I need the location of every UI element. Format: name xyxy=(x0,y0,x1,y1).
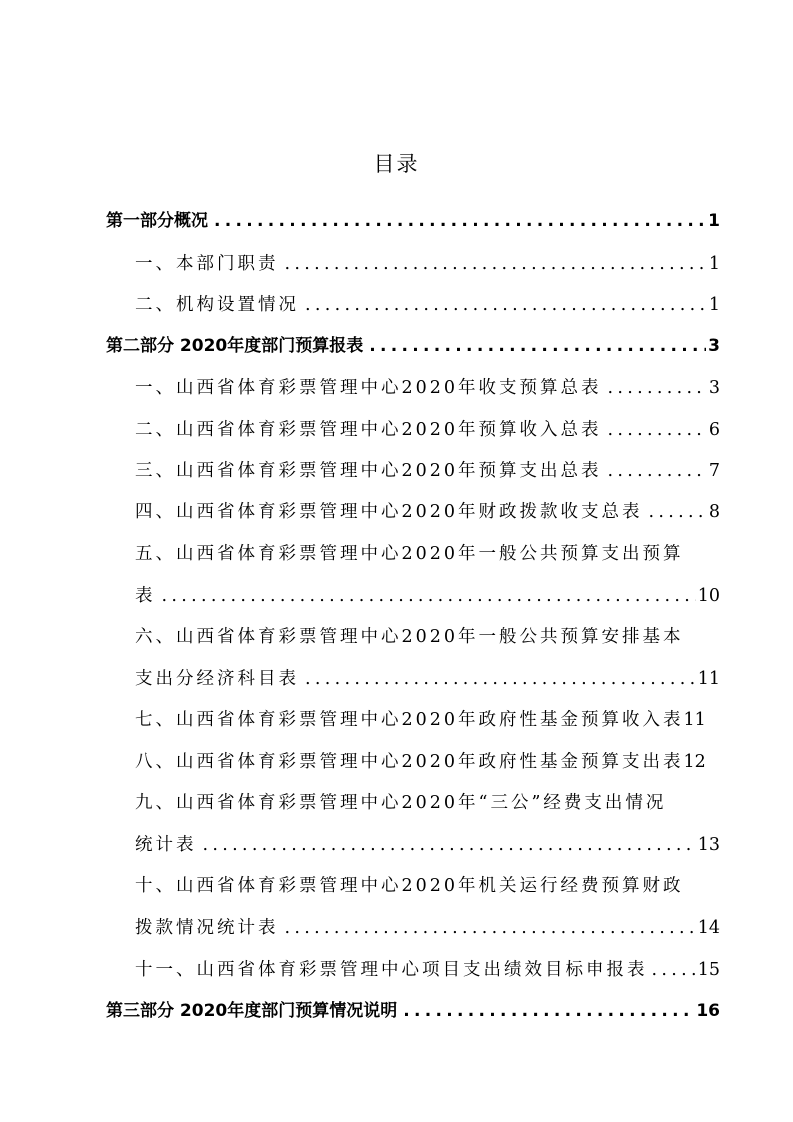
toc-leader-dots xyxy=(369,331,706,361)
toc-entry[interactable] xyxy=(135,913,720,943)
toc-entry[interactable] xyxy=(135,415,720,445)
toc-leader-dots xyxy=(285,249,707,279)
toc-entry-text: 第三部分 2020年度部门预算情况说明 xyxy=(106,1001,398,1021)
toc-entry-line1[interactable]: 五、山西省体育彩票管理中心2020年一般公共预算支出预算 xyxy=(135,544,684,564)
toc-leader-dots xyxy=(608,456,707,486)
toc-entry[interactable] xyxy=(106,331,720,361)
toc-entry[interactable] xyxy=(135,290,720,320)
toc-entry-text: 支出分经济科目表 xyxy=(135,669,299,689)
toc-leader-dots xyxy=(285,913,696,943)
toc-leader-dots xyxy=(608,373,707,403)
toc-entry-text: 拨款情况统计表 xyxy=(135,918,279,938)
toc-entry[interactable] xyxy=(135,955,720,985)
toc-page-number: 1 xyxy=(708,211,720,231)
toc-entry-text: 二、机构设置情况 xyxy=(135,295,299,315)
toc-leader-dots xyxy=(162,581,696,611)
toc-entry-text: 十一、山西省体育彩票管理中心项目支出绩效目标申报表 xyxy=(135,960,648,980)
toc-entry[interactable] xyxy=(106,996,720,1026)
toc-page-number: 12 xyxy=(683,752,706,772)
toc-page-number: 1 xyxy=(708,295,720,315)
toc-entry[interactable] xyxy=(135,373,720,403)
toc-leader-dots xyxy=(305,290,707,320)
toc-entry[interactable] xyxy=(135,830,720,860)
toc-page-number: 16 xyxy=(696,1001,720,1021)
toc-entry-line1[interactable]: 六、山西省体育彩票管理中心2020年一般公共预算安排基本 xyxy=(135,627,684,647)
toc-page-number: 8 xyxy=(708,502,720,522)
toc-entry-text: 三、山西省体育彩票管理中心2020年预算支出总表 xyxy=(135,461,602,481)
toc-page-number: 13 xyxy=(697,835,720,855)
toc-page-number: 10 xyxy=(697,586,720,606)
toc-page-number: 6 xyxy=(708,420,720,440)
toc-entry-text: 四、山西省体育彩票管理中心2020年财政拨款收支总表 xyxy=(135,502,643,522)
toc-entry-line1[interactable]: 九、山西省体育彩票管理中心2020年“三公”经费支出情况 xyxy=(135,793,667,813)
toc-leader-dots xyxy=(403,996,694,1026)
toc-leader-dots xyxy=(305,664,696,694)
toc-entry[interactable] xyxy=(135,497,720,527)
toc-page-number: 11 xyxy=(697,669,720,689)
toc-entry[interactable] xyxy=(135,664,720,694)
toc-leader-dots xyxy=(652,955,696,985)
toc-title: 目录 xyxy=(373,152,420,176)
toc-entry-line1[interactable]: 十、山西省体育彩票管理中心2020年机关运行经费预算财政 xyxy=(135,876,684,896)
toc-entry-text: 统计表 xyxy=(135,835,197,855)
toc-entry[interactable] xyxy=(135,456,720,486)
toc-entry[interactable] xyxy=(135,705,720,735)
toc-page-number: 14 xyxy=(697,918,720,938)
toc-entry-text: 表 xyxy=(135,586,156,606)
toc-entry-text: 二、山西省体育彩票管理中心2020年预算收入总表 xyxy=(135,420,602,440)
toc-entry[interactable] xyxy=(135,581,720,611)
toc-entry-text: 第一部分概况 xyxy=(106,211,208,231)
toc-entry-text: 一、山西省体育彩票管理中心2020年收支预算总表 xyxy=(135,378,602,398)
toc-entry-text: 第二部分 2020年度部门预算报表 xyxy=(106,336,364,356)
toc-page-number: 7 xyxy=(708,461,720,481)
toc-entry-text: 八、山西省体育彩票管理中心2020年政府性基金预算支出表 xyxy=(135,752,684,772)
toc-page-number: 3 xyxy=(708,378,720,398)
toc-entry-text: 一、本部门职责 xyxy=(135,254,279,274)
toc-entry[interactable] xyxy=(135,249,720,279)
toc-page-number: 3 xyxy=(708,336,720,356)
toc-page-number: 15 xyxy=(697,960,720,980)
toc-leader-dots xyxy=(649,497,707,527)
toc-page-number: 11 xyxy=(683,710,706,730)
toc-entry-text: 七、山西省体育彩票管理中心2020年政府性基金预算收入表 xyxy=(135,710,684,730)
toc-page-number: 1 xyxy=(708,254,720,274)
toc-leader-dots xyxy=(203,830,696,860)
toc-leader-dots xyxy=(608,415,707,445)
toc-leader-dots xyxy=(214,206,706,236)
toc-entry[interactable] xyxy=(106,206,720,236)
toc-entry[interactable] xyxy=(135,747,720,777)
